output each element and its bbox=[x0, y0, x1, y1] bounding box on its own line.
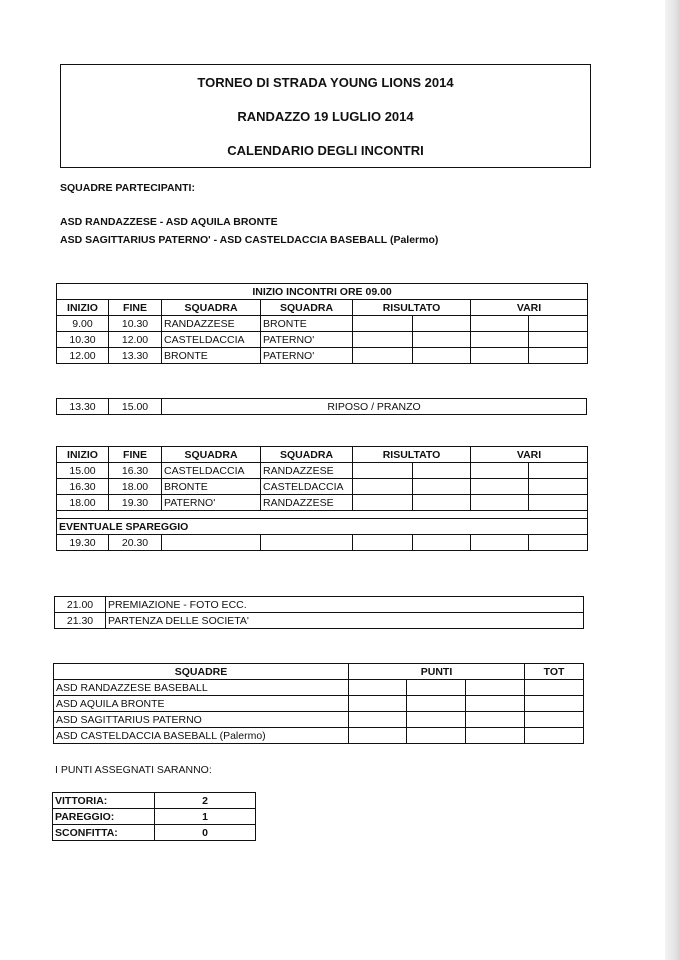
points-heading: I PUNTI ASSEGNATI SARANNO: bbox=[55, 764, 212, 776]
team-2: PATERNO' bbox=[261, 332, 353, 348]
table-header-row bbox=[57, 300, 588, 316]
table-row bbox=[54, 712, 584, 728]
team-2: RANDAZZESE bbox=[261, 495, 353, 511]
team-1: CASTELDACCIA bbox=[162, 463, 261, 479]
participants-line-2: ASD SAGITTARIUS PATERNO' - ASD CASTELDACCIA BASEBALL (Palermo) bbox=[60, 234, 439, 246]
start-time: 9.00 bbox=[57, 316, 109, 332]
start-time: 18.00 bbox=[57, 495, 109, 511]
table-header-row bbox=[54, 664, 584, 680]
start-time: 16.30 bbox=[57, 479, 109, 495]
header-fine: FINE bbox=[109, 447, 162, 463]
end-time: 16.30 bbox=[109, 463, 162, 479]
outcome-label: SCONFITTA: bbox=[53, 825, 155, 841]
title-box bbox=[60, 64, 591, 168]
result-cell bbox=[413, 463, 471, 479]
result-cell bbox=[353, 535, 413, 551]
points-cell bbox=[349, 680, 407, 696]
header-vari: VARI bbox=[471, 300, 588, 316]
team-2 bbox=[261, 535, 353, 551]
team-1: BRONTE bbox=[162, 348, 261, 364]
header-inizio: INIZIO bbox=[57, 300, 109, 316]
team-1: PATERNO' bbox=[162, 495, 261, 511]
team-2: CASTELDACCIA bbox=[261, 479, 353, 495]
result-cell bbox=[353, 463, 413, 479]
notes-cell bbox=[471, 316, 529, 332]
result-cell bbox=[353, 495, 413, 511]
notes-cell bbox=[471, 463, 529, 479]
result-cell bbox=[413, 535, 471, 551]
team-2: RANDAZZESE bbox=[261, 463, 353, 479]
outcome-label: VITTORIA: bbox=[53, 793, 155, 809]
event-date-title: RANDAZZO 19 LUGLIO 2014 bbox=[237, 109, 414, 124]
tiebreak-label: EVENTUALE SPAREGGIO bbox=[57, 519, 588, 535]
header-vari: VARI bbox=[471, 447, 588, 463]
table-row bbox=[57, 332, 588, 348]
start-time: 10.30 bbox=[57, 332, 109, 348]
header-inizio: INIZIO bbox=[57, 447, 109, 463]
event-label: PARTENZA DELLE SOCIETA' bbox=[106, 613, 584, 629]
result-cell bbox=[353, 479, 413, 495]
lunch-label: RIPOSO / PRANZO bbox=[162, 399, 587, 415]
morning-schedule-table bbox=[56, 283, 588, 364]
start-time: 13.30 bbox=[57, 399, 109, 415]
header-squadra-1: SQUADRA bbox=[162, 447, 261, 463]
team-2: BRONTE bbox=[261, 316, 353, 332]
table-row bbox=[53, 825, 256, 841]
notes-cell bbox=[471, 348, 529, 364]
outcome-label: PAREGGIO: bbox=[53, 809, 155, 825]
table-row bbox=[57, 399, 587, 415]
points-cell bbox=[349, 712, 407, 728]
closing-events-table bbox=[54, 596, 584, 629]
table-row bbox=[57, 348, 588, 364]
table-row bbox=[53, 793, 256, 809]
lunch-break-table bbox=[56, 398, 587, 415]
points-cell bbox=[407, 728, 466, 744]
event-time: 21.30 bbox=[55, 613, 106, 629]
table-row bbox=[57, 535, 588, 551]
table-header-row bbox=[57, 447, 588, 463]
end-time: 10.30 bbox=[109, 316, 162, 332]
table-row bbox=[54, 696, 584, 712]
notes-cell bbox=[529, 348, 588, 364]
end-time: 18.00 bbox=[109, 479, 162, 495]
total-cell bbox=[525, 696, 584, 712]
notes-cell bbox=[529, 316, 588, 332]
header-punti: PUNTI bbox=[349, 664, 525, 680]
team-1: CASTELDACCIA bbox=[162, 332, 261, 348]
table-row bbox=[57, 463, 588, 479]
afternoon-schedule-table bbox=[56, 446, 588, 551]
notes-cell bbox=[529, 332, 588, 348]
points-cell bbox=[466, 728, 525, 744]
notes-cell bbox=[471, 495, 529, 511]
points-cell bbox=[466, 712, 525, 728]
team-1: RANDAZZESE bbox=[162, 316, 261, 332]
tournament-title: TORNEO DI STRADA YOUNG LIONS 2014 bbox=[197, 75, 454, 90]
table-row bbox=[54, 680, 584, 696]
notes-cell bbox=[471, 332, 529, 348]
table-row bbox=[55, 597, 584, 613]
participants-heading: SQUADRE PARTECIPANTI: bbox=[60, 182, 195, 194]
start-time: 19.30 bbox=[57, 535, 109, 551]
start-time: 15.00 bbox=[57, 463, 109, 479]
total-cell bbox=[525, 680, 584, 696]
end-time: 13.30 bbox=[109, 348, 162, 364]
result-cell bbox=[353, 316, 413, 332]
points-cell bbox=[407, 680, 466, 696]
table-row bbox=[53, 809, 256, 825]
total-cell bbox=[525, 712, 584, 728]
result-cell bbox=[413, 348, 471, 364]
spacer-row bbox=[57, 511, 588, 519]
notes-cell bbox=[529, 535, 588, 551]
event-time: 21.00 bbox=[55, 597, 106, 613]
points-cell bbox=[466, 680, 525, 696]
header-squadra-2: SQUADRA bbox=[261, 447, 353, 463]
team-2: PATERNO' bbox=[261, 348, 353, 364]
calendar-title: CALENDARIO DEGLI INCONTRI bbox=[227, 143, 424, 158]
end-time: 19.30 bbox=[109, 495, 162, 511]
table-row bbox=[57, 495, 588, 511]
standings-table bbox=[53, 663, 584, 744]
paper-edge-shadow bbox=[665, 0, 679, 960]
header-squadra-1: SQUADRA bbox=[162, 300, 261, 316]
header-squadra-2: SQUADRA bbox=[261, 300, 353, 316]
morning-start-banner: INIZIO INCONTRI ORE 09.00 bbox=[57, 284, 588, 300]
event-label: PREMIAZIONE - FOTO ECC. bbox=[106, 597, 584, 613]
table-row bbox=[57, 316, 588, 332]
team-1 bbox=[162, 535, 261, 551]
outcome-points: 1 bbox=[155, 809, 256, 825]
outcome-points: 0 bbox=[155, 825, 256, 841]
end-time: 15.00 bbox=[109, 399, 162, 415]
table-row bbox=[57, 479, 588, 495]
notes-cell bbox=[529, 495, 588, 511]
notes-cell bbox=[471, 479, 529, 495]
header-risultato: RISULTATO bbox=[353, 300, 471, 316]
result-cell bbox=[353, 332, 413, 348]
points-cell bbox=[466, 696, 525, 712]
notes-cell bbox=[529, 479, 588, 495]
header-risultato: RISULTATO bbox=[353, 447, 471, 463]
points-cell bbox=[349, 728, 407, 744]
end-time: 20.30 bbox=[109, 535, 162, 551]
team-name: ASD CASTELDACCIA BASEBALL (Palermo) bbox=[54, 728, 349, 744]
team-name: ASD RANDAZZESE BASEBALL bbox=[54, 680, 349, 696]
header-tot: TOT bbox=[525, 664, 584, 680]
points-cell bbox=[407, 712, 466, 728]
team-name: ASD SAGITTARIUS PATERNO bbox=[54, 712, 349, 728]
participants-line-1: ASD RANDAZZESE - ASD AQUILA BRONTE bbox=[60, 216, 278, 228]
result-cell bbox=[413, 332, 471, 348]
team-name: ASD AQUILA BRONTE bbox=[54, 696, 349, 712]
header-squadre: SQUADRE bbox=[54, 664, 349, 680]
notes-cell bbox=[529, 463, 588, 479]
result-cell bbox=[413, 495, 471, 511]
total-cell bbox=[525, 728, 584, 744]
points-table bbox=[52, 792, 256, 841]
outcome-points: 2 bbox=[155, 793, 256, 809]
table-row bbox=[55, 613, 584, 629]
result-cell bbox=[413, 316, 471, 332]
result-cell bbox=[353, 348, 413, 364]
points-cell bbox=[349, 696, 407, 712]
result-cell bbox=[413, 479, 471, 495]
end-time: 12.00 bbox=[109, 332, 162, 348]
points-cell bbox=[407, 696, 466, 712]
team-1: BRONTE bbox=[162, 479, 261, 495]
start-time: 12.00 bbox=[57, 348, 109, 364]
notes-cell bbox=[471, 535, 529, 551]
table-row bbox=[54, 728, 584, 744]
header-fine: FINE bbox=[109, 300, 162, 316]
